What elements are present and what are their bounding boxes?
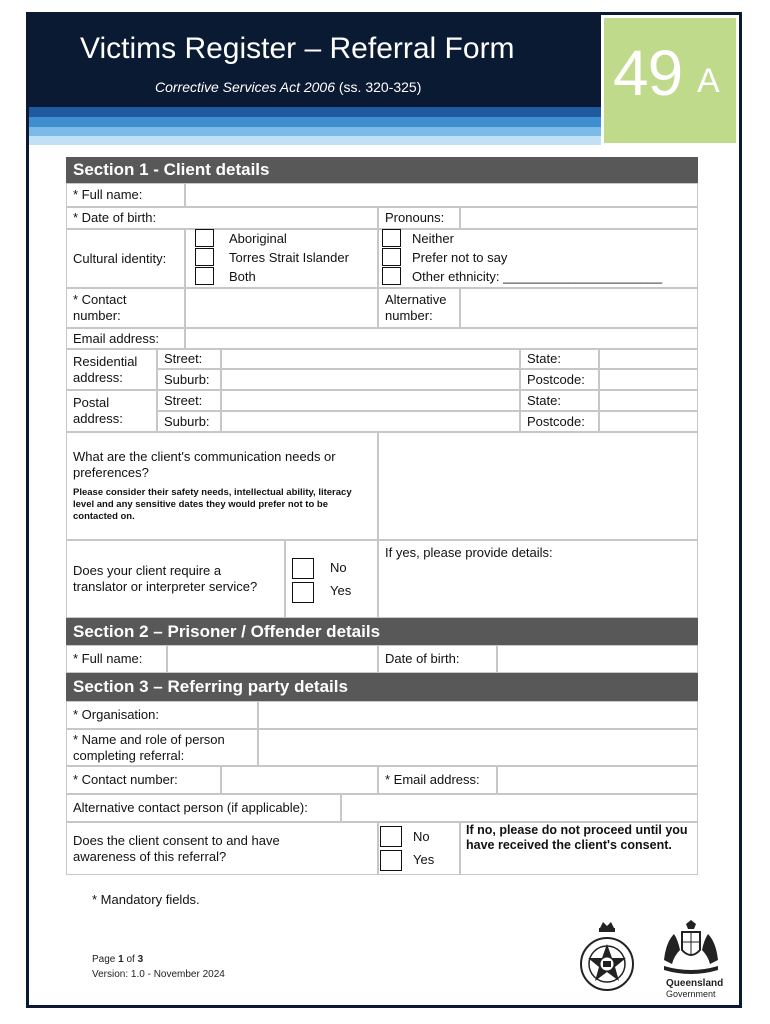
referrer-contact-input[interactable] [221, 766, 378, 794]
postal-state-input[interactable] [599, 390, 698, 411]
dob-label: * Date of birth: [66, 207, 378, 229]
version-text: Version: 1.0 - November 2024 [92, 969, 225, 980]
res-suburb-input[interactable] [221, 369, 520, 390]
organisation-input[interactable] [258, 701, 698, 729]
full-name-label: * Full name: [66, 183, 185, 207]
torres-strait-checkbox[interactable] [195, 248, 214, 266]
both-checkbox[interactable] [195, 267, 214, 285]
offender-name-input[interactable] [167, 645, 378, 673]
both-label: Both [229, 269, 256, 284]
referrer-contact-label: * Contact number: [66, 766, 221, 794]
consent-warning: If no, please do not proceed until you have received the client's consent. [466, 823, 688, 852]
alt-number-input[interactable] [460, 288, 698, 328]
postal-suburb-input[interactable] [221, 411, 520, 432]
translator-yes-label: Yes [330, 583, 352, 598]
residential-address-label: Residential address: [66, 349, 157, 390]
postal-postcode-input[interactable] [599, 411, 698, 432]
postal-street-label: Street: [157, 390, 221, 411]
referrer-email-label: * Email address: [378, 766, 497, 794]
offender-dob-input[interactable] [497, 645, 698, 673]
other-ethnicity-checkbox[interactable] [382, 267, 401, 285]
translator-details-input[interactable]: If yes, please provide details: [378, 540, 698, 618]
postal-state-label: State: [520, 390, 599, 411]
header-stripe [29, 127, 601, 136]
offender-dob-label: Date of birth: [378, 645, 497, 673]
section3-heading: Section 3 – Referring party details [66, 673, 698, 701]
alt-contact-input[interactable] [341, 794, 698, 822]
alt-number-label: Alternative number: [378, 288, 460, 328]
alt-contact-label: Alternative contact person (if applicable): [66, 794, 341, 822]
section1-heading: Section 1 - Client details [66, 157, 698, 183]
consent-yes-label: Yes [413, 852, 435, 867]
res-street-input[interactable] [221, 349, 520, 369]
qld-government-text: Government [666, 989, 716, 999]
corrective-services-seal-icon [579, 920, 635, 994]
email-label: Email address: [66, 328, 185, 349]
full-name-input[interactable] [185, 183, 698, 207]
translator-options-cell [285, 540, 378, 618]
comm-needs-question: What are the client's communication needs or preferences? [73, 449, 336, 480]
res-state-input[interactable] [599, 349, 698, 369]
name-role-label: * Name and role of person completing referral: [66, 729, 258, 766]
translator-yes-checkbox[interactable] [292, 582, 314, 603]
res-state-label: State: [520, 349, 599, 369]
consent-no-label: No [413, 829, 430, 844]
prefer-not-checkbox[interactable] [382, 248, 401, 266]
aboriginal-checkbox[interactable] [195, 229, 214, 247]
referrer-email-input[interactable] [497, 766, 698, 794]
contact-number-label: * Contact number: [66, 288, 185, 328]
prefer-not-label: Prefer not to say [412, 250, 508, 265]
organisation-label: * Organisation: [66, 701, 258, 729]
other-ethnicity-label: Other ethnicity: ______________________ [412, 269, 663, 284]
form-number: 49 [613, 37, 683, 109]
postal-suburb-label: Suburb: [157, 411, 221, 432]
section2-heading: Section 2 – Prisoner / Offender details [66, 618, 698, 645]
neither-label: Neither [412, 231, 454, 246]
header-stripe [29, 136, 601, 145]
cultural-identity-label: Cultural identity: [66, 229, 185, 288]
comm-needs-note: Please consider their safety needs, intellectual ability, literacy level and any sensitive dates they would prefer not to be contacted on. [73, 487, 352, 522]
res-suburb-label: Suburb: [157, 369, 221, 390]
offender-name-label: * Full name: [66, 645, 167, 673]
page-number: Page 1 of 3 [92, 954, 144, 965]
mandatory-note: * Mandatory fields. [92, 892, 200, 907]
comm-needs-input[interactable] [378, 432, 698, 540]
translator-question: Does your client require a translator or interpreter service? [66, 540, 285, 618]
res-street-label: Street: [157, 349, 221, 369]
torres-strait-label: Torres Strait Islander [229, 250, 349, 265]
consent-question: Does the client consent to and have awareness of this referral? [66, 822, 378, 875]
postal-postcode-label: Postcode: [520, 411, 599, 432]
page-title: Victims Register – Referral Form [80, 32, 515, 65]
header-stripe [29, 107, 601, 117]
contact-number-input[interactable] [185, 288, 378, 328]
form-suffix: A [697, 62, 720, 100]
pronouns-input[interactable] [460, 207, 698, 229]
postal-street-input[interactable] [221, 390, 520, 411]
res-postcode-input[interactable] [599, 369, 698, 390]
translator-no-label: No [330, 560, 347, 575]
pronouns-label: Pronouns: [378, 207, 460, 229]
header-stripe [29, 117, 601, 127]
postal-address-label: Postal address: [66, 390, 157, 432]
queensland-crest-icon [660, 920, 722, 976]
consent-yes-checkbox[interactable] [380, 850, 402, 871]
res-postcode-label: Postcode: [520, 369, 599, 390]
translator-no-checkbox[interactable] [292, 558, 314, 579]
page-subtitle: Corrective Services Act 2006 (ss. 320-325) [155, 79, 422, 95]
email-input[interactable] [185, 328, 698, 349]
qld-wordmark: Queensland [666, 978, 724, 989]
neither-checkbox[interactable] [382, 229, 401, 247]
name-role-input[interactable] [258, 729, 698, 766]
aboriginal-label: Aboriginal [229, 231, 287, 246]
consent-no-checkbox[interactable] [380, 826, 402, 847]
